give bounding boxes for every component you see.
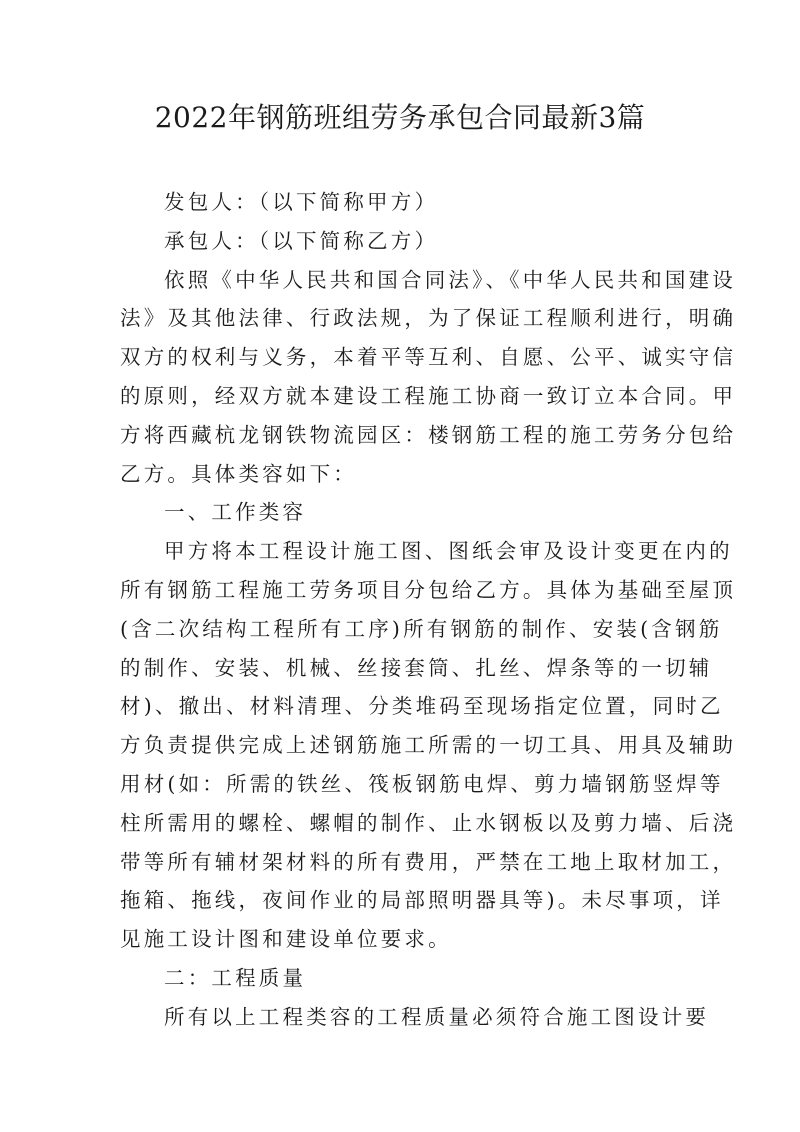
text-line: 带等所有辅材架材料的所有费用，严禁在工地上取材加工， [120,849,737,874]
text-line: 用材(如：所需的铁丝、筏板钢筋电焊、剪力墙钢筋竖焊等 [120,771,724,796]
text-line: 所有以上工程类容的工程质量必须符合施工图设计要 [164,1004,710,1029]
section-heading-work-content: 一、工作类容 [164,500,307,525]
text-line-party-b: 承包人：（以下简称乙方） [164,228,439,253]
text-line: 法》及其他法律、行政法规，为了保证工程顺利进行，明确 [120,306,737,331]
text-line: (含二次结构工程所有工序)所有钢筋的制作、安装(含钢筋 [120,616,723,641]
text-line: 双方的权利与义务，本着平等互利、自愿、公平、诚实守信 [120,345,737,370]
text-line: 方将西藏杭龙钢铁物流园区：楼钢筋工程的施工劳务分包给 [120,422,737,447]
text-line: 拖箱、拖线，夜间作业的局部照明器具等)。未尽事项，详 [120,888,724,913]
document-title: 2022年钢筋班组劳务承包合同最新3篇 [154,101,646,134]
text-line: 柱所需用的螺栓、螺帽的制作、止水钢板以及剪力墙、后浇 [120,810,737,835]
text-line: 的制作、安装、机械、丝接套筒、扎丝、焊条等的一切辅 [120,655,713,680]
text-line: 方负责提供完成上述钢筋施工所需的一切工具、用具及辅助 [120,733,737,758]
text-line-party-a: 发包人：（以下简称甲方） [164,190,439,214]
section-heading-quality: 二：工程质量 [164,965,307,990]
text-line: 材)、撤出、材料清理、分类堆码至现场指定位置，同时乙 [120,694,724,719]
text-line: 所有钢筋工程施工劳务项目分包给乙方。具体为基础至屋顶 [120,577,737,602]
document-body [120,183,737,1037]
text-line: 乙方。具体类容如下： [120,461,357,486]
text-line: 依照《中华人民共和国合同法》、《中华人民共和国建设 [164,267,736,292]
text-line: 见施工设计图和建设单位要求。 [120,927,452,952]
text-line: 的原则，经双方就本建设工程施工协商一致订立本合同。甲 [120,383,737,408]
text-line: 甲方将本工程设计施工图、图纸会审及设计变更在内的 [164,539,733,564]
